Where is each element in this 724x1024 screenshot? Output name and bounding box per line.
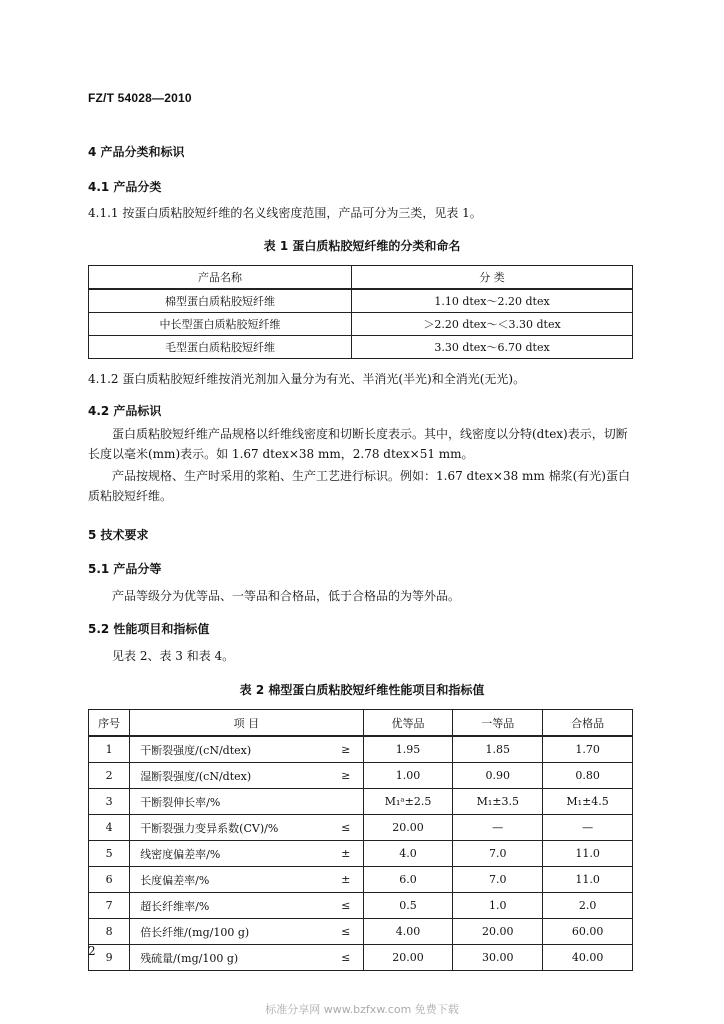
row-number: 7 xyxy=(89,893,130,919)
row-number: 8 xyxy=(89,919,130,945)
table-2-header-qualified: 合格品 xyxy=(543,710,633,737)
table-2-header-no: 序号 xyxy=(89,710,130,737)
limit-symbol: ≤ xyxy=(329,815,363,841)
section-4-title: 4 产品分类和标识 xyxy=(88,145,185,159)
value-qualified: 11.0 xyxy=(543,841,633,867)
section-4-1-1-text: 4.1.1 按蛋白质粘胶短纤维的名义线密度范围，产品可分为三类，见表 1。 xyxy=(88,206,482,220)
item-name: 残硫量/(mg/100 g) xyxy=(130,945,329,971)
value-qualified: 60.00 xyxy=(543,919,633,945)
table-row xyxy=(89,763,633,789)
row-number: 2 xyxy=(89,763,130,789)
section-4-2-paragraph-2: 产品按规格、生产时采用的浆粕、生产工艺进行标识。例如：1.67 dtex×38 mm 棉浆(有光)蛋白质粘胶短纤维。 xyxy=(88,469,630,503)
table-2-header-item: 项 目 xyxy=(130,710,363,737)
table-row xyxy=(89,289,633,313)
value-superior: 6.0 xyxy=(363,867,453,893)
standard-number: FZ/T 54028—2010 xyxy=(88,91,192,105)
section-4-2-title: 4.2 产品标识 xyxy=(88,404,162,418)
value-first: M₁±3.5 xyxy=(453,789,543,815)
value-qualified: 11.0 xyxy=(543,867,633,893)
value-superior: 1.95 xyxy=(363,736,453,763)
table-row xyxy=(89,336,633,359)
item-name: 超长纤维率/% xyxy=(130,893,329,919)
value-first: 1.0 xyxy=(453,893,543,919)
table-cell: 1.10 dtex～2.20 dtex xyxy=(352,289,633,313)
table-row xyxy=(89,815,633,841)
value-superior: 0.5 xyxy=(363,893,453,919)
item-name: 干断裂强力变异系数(CV)/% xyxy=(130,815,329,841)
table-cell: ＞2.20 dtex～＜3.30 dtex xyxy=(352,313,633,336)
value-qualified: — xyxy=(543,815,633,841)
limit-symbol: ≥ xyxy=(329,736,363,763)
value-qualified: M₁±4.5 xyxy=(543,789,633,815)
row-number: 4 xyxy=(89,815,130,841)
section-5-1-text: 产品等级分为优等品、一等品和合格品，低于合格品的为等外品。 xyxy=(112,589,461,603)
value-first: 1.85 xyxy=(453,736,543,763)
value-first: — xyxy=(453,815,543,841)
table-cell: 3.30 dtex～6.70 dtex xyxy=(352,336,633,359)
value-superior: 1.00 xyxy=(363,763,453,789)
value-first: 7.0 xyxy=(453,841,543,867)
limit-symbol: ± xyxy=(329,867,363,893)
value-superior: 4.0 xyxy=(363,841,453,867)
table-cell: 中长型蛋白质粘胶短纤维 xyxy=(89,313,352,336)
table-2-caption: 表 2 棉型蛋白质粘胶短纤维性能项目和指标值 xyxy=(239,683,485,697)
section-5-2-text: 见表 2、表 3 和表 4。 xyxy=(112,649,235,663)
section-5-2-title: 5.2 性能项目和指标值 xyxy=(88,622,210,636)
value-first: 0.90 xyxy=(453,763,543,789)
value-qualified: 1.70 xyxy=(543,736,633,763)
value-superior: M₁ᵃ±2.5 xyxy=(363,789,453,815)
section-4-1-2-text: 4.1.2 蛋白质粘胶短纤维按消光剂加入量分为有光、半消光(半光)和全消光(无光)。 xyxy=(88,372,526,386)
row-number: 9 xyxy=(89,945,130,971)
item-name: 长度偏差率/% xyxy=(130,867,329,893)
value-qualified: 40.00 xyxy=(543,945,633,971)
item-name: 湿断裂强度/(cN/dtex) xyxy=(130,763,329,789)
table-2 xyxy=(88,709,633,971)
item-name: 线密度偏差率/% xyxy=(130,841,329,867)
table-row xyxy=(89,736,633,763)
limit-symbol: ≤ xyxy=(329,893,363,919)
table-1-caption: 表 1 蛋白质粘胶短纤维的分类和命名 xyxy=(263,239,461,253)
table-1 xyxy=(88,265,633,359)
value-superior: 4.00 xyxy=(363,919,453,945)
section-5-1-title: 5.1 产品分等 xyxy=(88,562,162,576)
table-cell: 棉型蛋白质粘胶短纤维 xyxy=(89,289,352,313)
limit-symbol: ≤ xyxy=(329,919,363,945)
row-number: 1 xyxy=(89,736,130,763)
limit-symbol: ≤ xyxy=(329,945,363,971)
table-1-header-class: 分 类 xyxy=(352,266,633,290)
value-qualified: 0.80 xyxy=(543,763,633,789)
row-number: 5 xyxy=(89,841,130,867)
table-row xyxy=(89,789,633,815)
page-number: 2 xyxy=(88,944,96,958)
limit-symbol xyxy=(329,789,363,815)
item-name: 干断裂伸长率/% xyxy=(130,789,329,815)
table-row xyxy=(89,841,633,867)
row-number: 6 xyxy=(89,867,130,893)
table-row xyxy=(89,893,633,919)
limit-symbol: ± xyxy=(329,841,363,867)
value-first: 30.00 xyxy=(453,945,543,971)
value-first: 7.0 xyxy=(453,867,543,893)
table-row xyxy=(89,313,633,336)
table-2-header-first: 一等品 xyxy=(453,710,543,737)
table-cell: 毛型蛋白质粘胶短纤维 xyxy=(89,336,352,359)
item-name: 干断裂强度/(cN/dtex) xyxy=(130,736,329,763)
table-1-header-name: 产品名称 xyxy=(89,266,352,290)
table-row xyxy=(89,945,633,971)
table-row xyxy=(89,867,633,893)
value-superior: 20.00 xyxy=(363,945,453,971)
item-name: 倍长纤维/(mg/100 g) xyxy=(130,919,329,945)
limit-symbol: ≥ xyxy=(329,763,363,789)
row-number: 3 xyxy=(89,789,130,815)
section-5-title: 5 技术要求 xyxy=(88,528,149,542)
section-4-1-title: 4.1 产品分类 xyxy=(88,180,162,194)
table-row xyxy=(89,919,633,945)
value-qualified: 2.0 xyxy=(543,893,633,919)
value-first: 20.00 xyxy=(453,919,543,945)
table-2-header-superior: 优等品 xyxy=(363,710,453,737)
watermark: 标准分享网 www.bzfxw.com 免费下载 xyxy=(265,1003,459,1016)
section-4-2-paragraph-1: 蛋白质粘胶短纤维产品规格以纤维线密度和切断长度表示。其中，线密度以分特(dtex)表示，切断长度以毫米(mm)表示。如 1.67 dtex×38 mm，2.78 dtex×51 mm。 xyxy=(88,427,628,461)
value-superior: 20.00 xyxy=(363,815,453,841)
